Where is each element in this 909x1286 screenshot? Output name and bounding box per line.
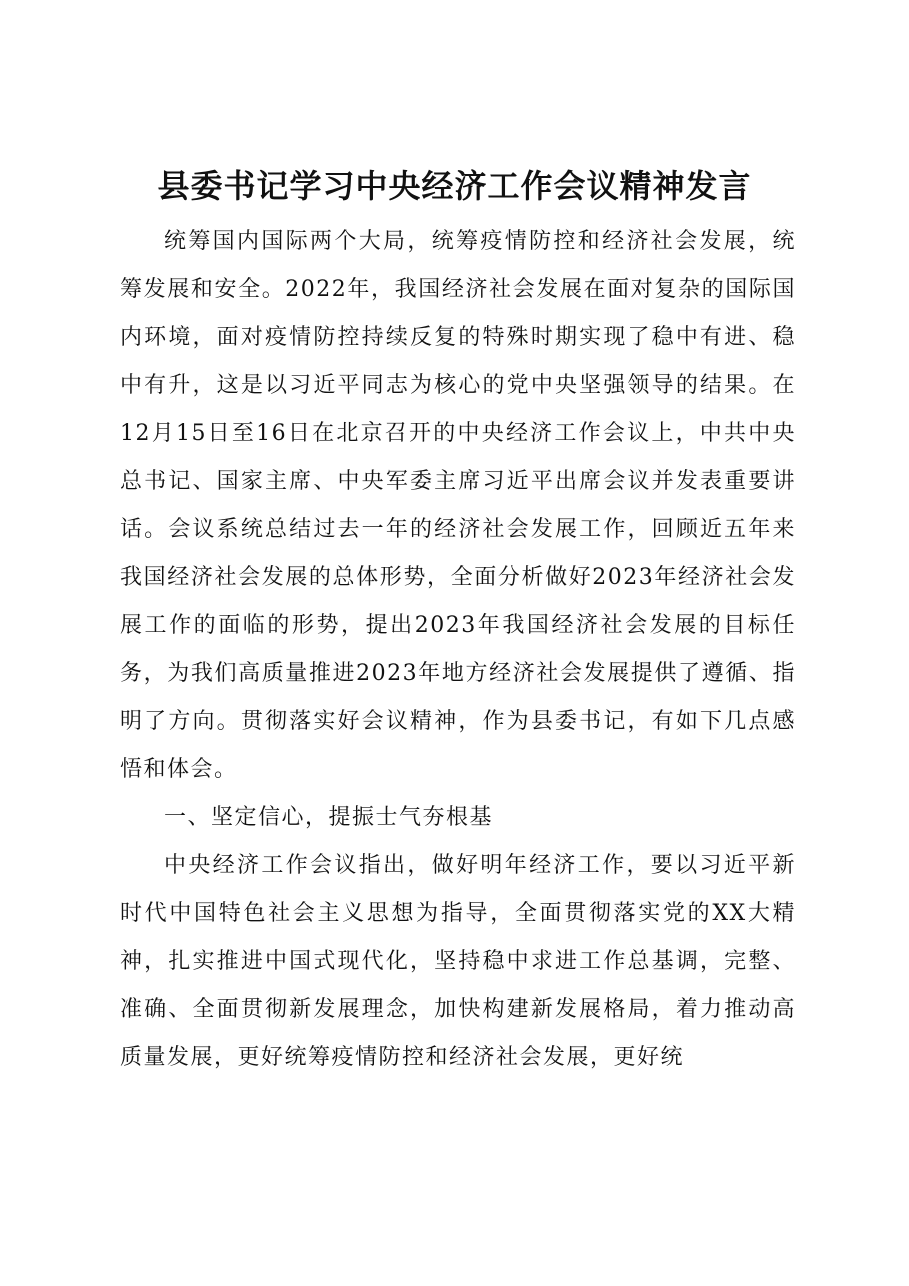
document-body xyxy=(120,218,796,1082)
section-heading-1: 一、坚定信心，提振士气夯根基 xyxy=(164,805,494,830)
document-title: 县委书记学习中央经济工作会议精神发言 xyxy=(157,167,752,205)
paragraph-intro: 统筹国内国际两个大局，统筹疫情防控和经济社会发展，统筹发展和安全。2022年，我国经济社会发展在面对复杂的国际国内环境，面对疫情防控持续反复的特殊时期实现了稳中有进、稳中有升，这是以习近平同志为核心的党中央坚强领导的结果。在12月15日至16日在北京召开的中央经济工作会议上，中共中央总书记、国家主席、中央军委主席习近平出席会议并发表重要讲话。会议系统总结过去一年的经济社会发展工作，回顾近五年来我国经济社会发展的总体形势，全面分析做好2023年经济社会发展工作的面临的形势，提出2023年我国经济社会发展的目标任务，为我们高质量推进2023年地方经济社会发展提供了遵循、指明了方向。贯彻落实好会议精神，作为县委书记，有如下几点感悟和体会。 xyxy=(120,229,796,782)
paragraph-section-1: 中央经济工作会议指出，做好明年经济工作，要以习近平新时代中国特色社会主义思想为指导，全面贯彻落实党的XX大精神，扎实推进中国式现代化，坚持稳中求进工作总基调，完整、准确、全面贯彻新发展理念，加快构建新发展格局，着力推动高质量发展，更好统筹疫情防控和经济社会发展，更好统 xyxy=(120,853,796,1070)
